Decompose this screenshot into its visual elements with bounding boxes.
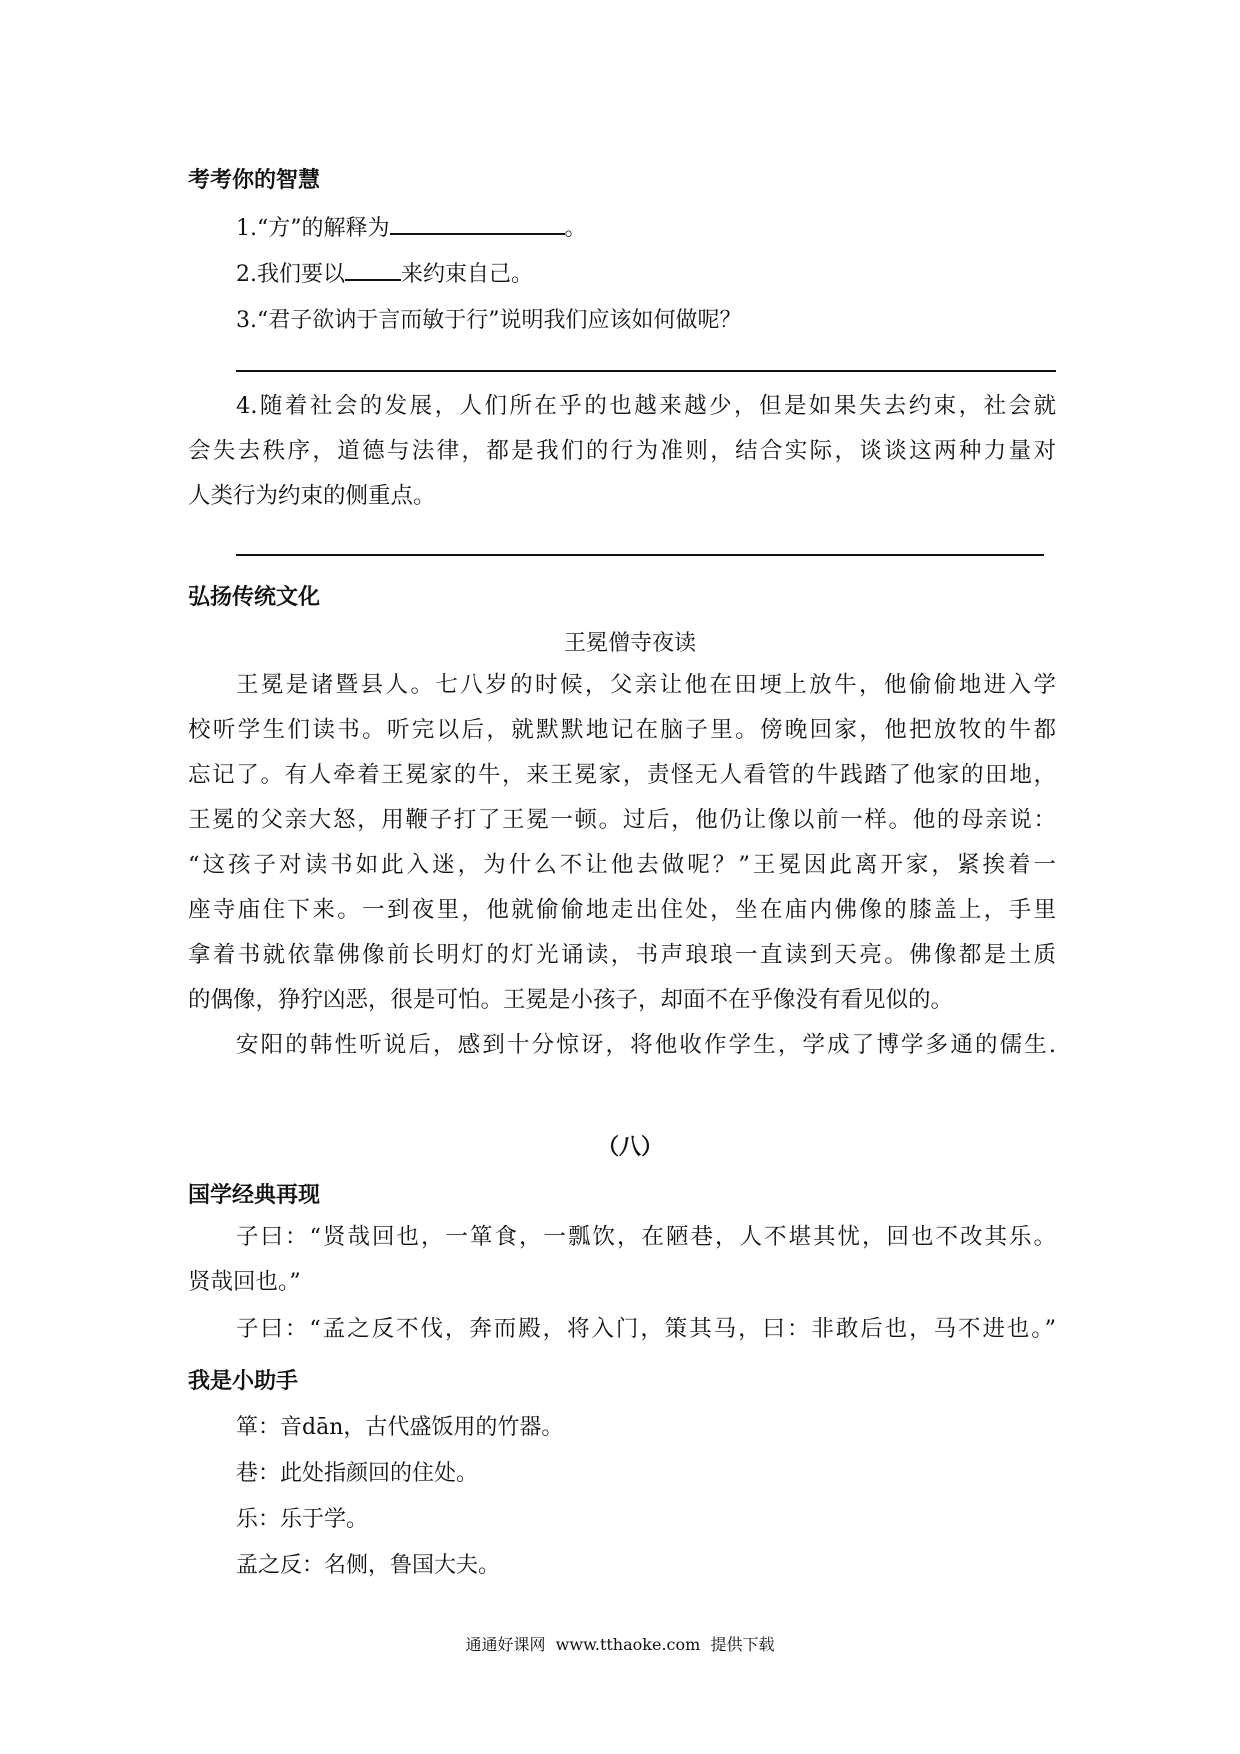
footer-text: 通通好课网 www.tthaoke.com 提供下载: [465, 1635, 775, 1654]
answer-line-4[interactable]: [236, 554, 1044, 556]
classic-quote-1: [188, 1215, 1056, 1305]
story-line: “这孩子对读书如此入迷，为什么不让他去做呢？”王冕因此离开家，紧挨着一: [188, 852, 1056, 878]
question-2-blank[interactable]: [345, 259, 401, 281]
question-4: [188, 384, 1056, 519]
story-line: 忘记了。有人牵着王冕家的牛，来王冕家，责怪无人看管的牛践踏了他家的田地，: [188, 762, 1056, 788]
chapter-label: （八）: [596, 1135, 663, 1160]
story-title: 王冕僧寺夜读: [563, 631, 696, 656]
question-1-text: 1.“方”的解释为: [236, 216, 390, 241]
question-2-text: 2.我们要以: [236, 262, 345, 287]
question-1-blank[interactable]: [390, 213, 565, 235]
quote-line: 贤哉回也。”: [188, 1269, 301, 1295]
quote-line: 子曰：“孟之反不伐，奔而殿，将入门，策其马，曰：非敢后也，马不进也。”: [236, 1316, 1056, 1342]
story-body: [188, 663, 1056, 1068]
helper-note: 乐：乐于学。: [236, 1507, 369, 1532]
question-2: [236, 257, 533, 288]
story-line: 座寺庙住下来。一到夜里，他就偷偷地走出住处，坐在庙内佛像的膝盖上，手里: [188, 897, 1056, 923]
section-title-helper: 我是小助手: [188, 1369, 299, 1394]
story-line: 王冕的父亲大怒，用鞭子打了王冕一顿。过后，他仍让像以前一样。他的母亲说：: [188, 807, 1056, 833]
story-line: 的偶像，狰狞凶恶，很是可怕。王冕是小孩子，却面不在乎像没有看见似的。: [188, 987, 954, 1013]
story-line: 拿着书就依靠佛像前长明灯的灯光诵读，书声琅琅一直读到天亮。佛像都是土质: [188, 942, 1056, 968]
question-2-suffix: 来约束自己。: [401, 262, 534, 287]
quote-line: 子曰：“贤哉回也，一箪食，一瓢饮，在陋巷，人不堪其忧，回也不改其乐。: [236, 1224, 1056, 1250]
story-line: 王冕是诸暨县人。七八岁的时候，父亲让他在田埂上放牛，他偷偷地进入学: [236, 672, 1056, 698]
helper-note: 孟之反：名侧，鲁国大夫。: [236, 1553, 501, 1578]
helper-note: 箪：音dān，古代盛饭用的竹器。: [236, 1415, 564, 1440]
helper-note: 巷：此处指颜回的住处。: [236, 1461, 479, 1486]
question-1-suffix: 。: [564, 216, 587, 241]
section-title-classic: 国学经典再现: [188, 1183, 321, 1208]
question-4-line: 4.随着社会的发展，人们所在乎的也越来越少，但是如果失去约束，社会就: [236, 393, 1056, 419]
story-last-line: 安阳的韩性听说后，感到十分惊讶，将他收作学生，学成了博学多通的儒生.: [236, 1032, 1056, 1058]
question-3: 3.“君子欲讷于言而敏于行”说明我们应该如何做呢？: [236, 308, 742, 333]
section-title-quiz: 考考你的智慧: [188, 168, 321, 193]
answer-line-3[interactable]: [236, 370, 1056, 372]
question-1: [236, 211, 587, 242]
classic-quote-2: [188, 1307, 1056, 1352]
story-line: 校听学生们读书。听完以后，就默默地记在脑子里。傍晚回家，他把放牧的牛都: [188, 717, 1056, 743]
section-title-culture: 弘扬传统文化: [188, 585, 321, 610]
question-4-line: 会失去秩序，道德与法律，都是我们的行为准则，结合实际，谈谈这两种力量对: [188, 438, 1056, 464]
question-4-line: 人类行为约束的侧重点。: [188, 483, 436, 509]
